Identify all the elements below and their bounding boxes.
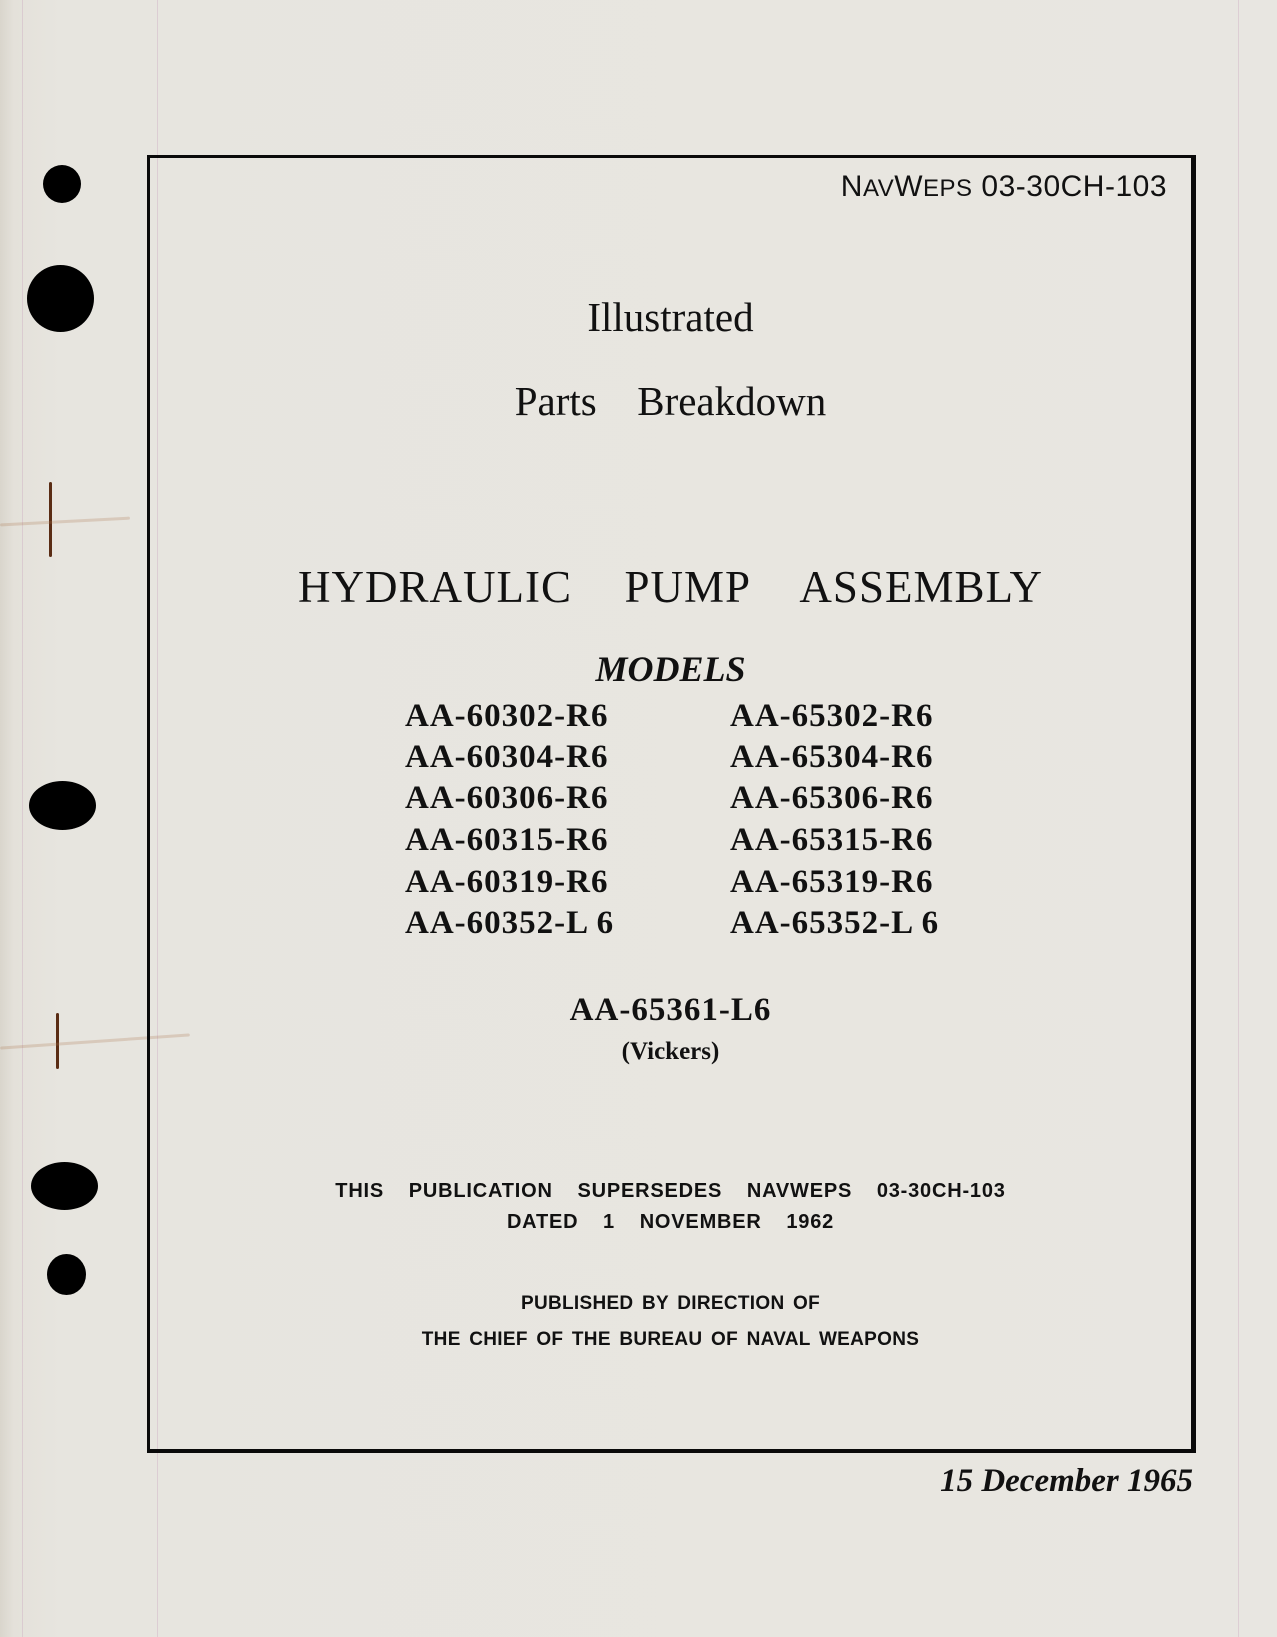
binder-hole bbox=[31, 1162, 98, 1210]
models-heading: MODELS bbox=[595, 649, 746, 689]
model-number: AA-65319-R6 bbox=[730, 864, 934, 900]
model-number: AA-65304-R6 bbox=[730, 739, 934, 775]
model-number: AA-60352-L 6 bbox=[405, 905, 615, 941]
publication-date: 15 December 1965 bbox=[940, 1463, 1193, 1499]
binder-hole bbox=[29, 781, 96, 830]
binder-hole bbox=[43, 165, 81, 203]
cover-frame bbox=[147, 155, 1196, 1453]
model-number: AA-60306-R6 bbox=[405, 780, 609, 816]
staple-mark bbox=[49, 482, 52, 557]
margin-line bbox=[22, 0, 23, 1637]
publisher-line-1: PUBLISHED BY DIRECTION OF bbox=[520, 1293, 821, 1314]
manufacturer: (Vickers) bbox=[621, 1038, 720, 1065]
staple-mark bbox=[56, 1013, 59, 1069]
model-number-extra: AA-65361-L6 bbox=[569, 992, 772, 1028]
title-line-2: Parts Breakdown bbox=[514, 378, 827, 424]
main-title: HYDRAULIC PUMP ASSEMBLY bbox=[298, 562, 1043, 612]
binder-hole bbox=[27, 265, 94, 332]
model-number: AA-60319-R6 bbox=[405, 864, 609, 900]
model-number: AA-65306-R6 bbox=[730, 780, 934, 816]
doc-number: NAVWEPS 03-30CH-103 bbox=[840, 170, 1167, 203]
supersedes-date: DATED 1 NOVEMBER 1962 bbox=[506, 1211, 835, 1233]
publisher-line-2: THE CHIEF OF THE BUREAU OF NAVAL WEAPONS bbox=[421, 1329, 920, 1350]
model-number: AA-65302-R6 bbox=[730, 698, 934, 734]
model-number: AA-65352-L 6 bbox=[730, 905, 940, 941]
margin-line bbox=[1238, 0, 1239, 1637]
binder-hole bbox=[47, 1254, 86, 1295]
supersedes-notice: THIS PUBLICATION SUPERSEDES NAVWEPS 03-30CH-103 bbox=[335, 1180, 1006, 1202]
model-number: AA-65315-R6 bbox=[730, 822, 934, 858]
model-number: AA-60302-R6 bbox=[405, 698, 609, 734]
title-line-1: Illustrated bbox=[587, 294, 754, 340]
model-number: AA-60304-R6 bbox=[405, 739, 609, 775]
model-number: AA-60315-R6 bbox=[405, 822, 609, 858]
